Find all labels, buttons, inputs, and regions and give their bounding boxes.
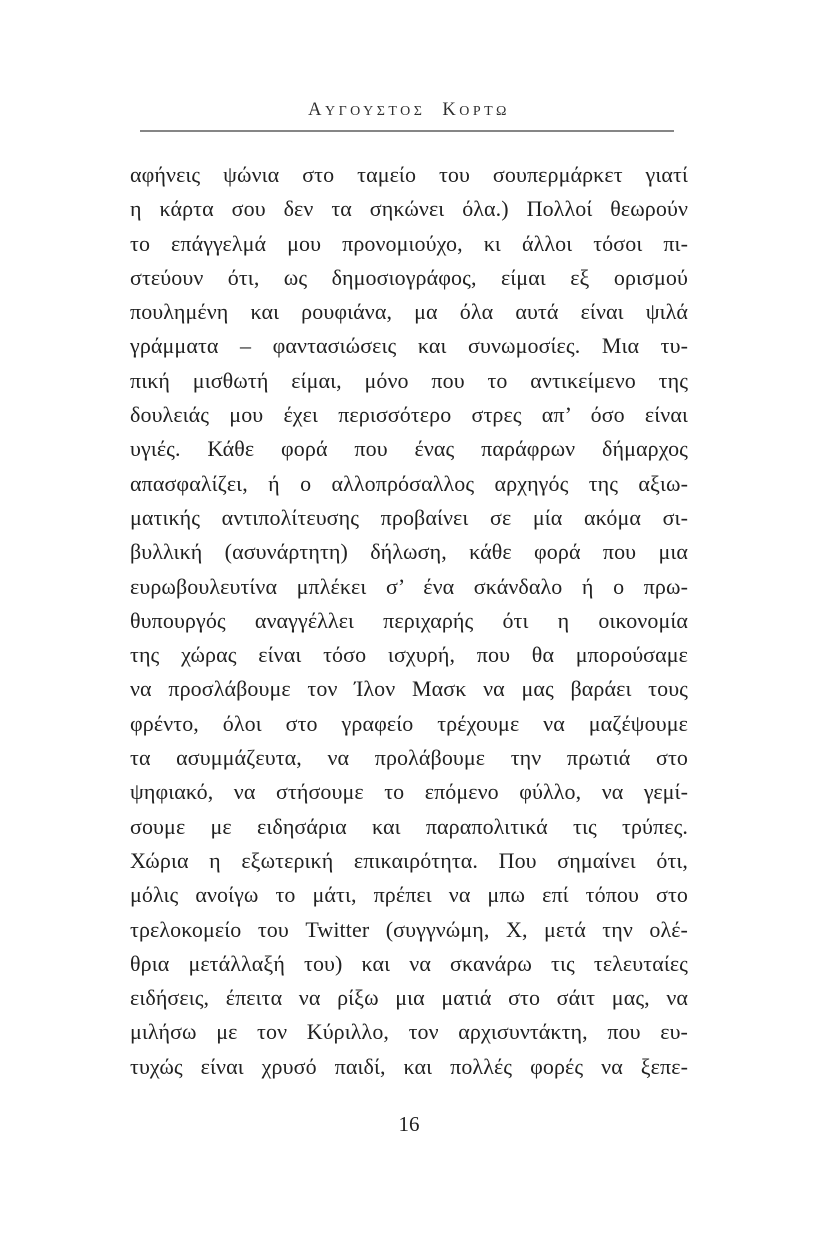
running-header: [130, 100, 688, 121]
text-line: θρια μετάλλαξή του) και να σκανάρω τις τελευταίες: [130, 950, 688, 976]
text-line: πική μισθωτή είμαι, μόνο που το αντικείμενο της: [130, 367, 688, 393]
text-line: αφήνεις ψώνια στο ταμείο του σουπερμάρκετ γιατί: [130, 162, 688, 187]
text-line: δουλειάς μου έχει περισσότερο στρες απ’ όσο είναι: [130, 402, 688, 428]
body-text: [130, 158, 688, 1084]
text-line: τρελοκομείο του Twitter (συγγνώμη, X, μετά την ολέ-: [130, 916, 688, 942]
text-line: να προσλάβουμε τον Ίλον Μασκ να μας βαράει τους: [130, 676, 688, 702]
text-line: φρέντο, όλοι στο γραφείο τρέχουμε να μαζέψουμε: [130, 710, 688, 736]
text-line: στεύουν ότι, ως δημοσιογράφος, είμαι εξ ορισμού: [130, 264, 688, 290]
text-line: υγιές. Κάθε φορά που ένας παράφρων δήμαρχος: [130, 436, 688, 462]
text-line: μιλήσω με τον Κύριλλο, τον αρχισυντάκτη, που ευ-: [130, 1019, 688, 1045]
text-line: βυλλική (ασυνάρτητη) δήλωση, κάθε φορά που μια: [130, 539, 688, 565]
text-line: σουμε με ειδησάρια και παραπολιτικά τις τρύπες.: [130, 813, 688, 839]
text-line: της χώρας είναι τόσο ισχυρή, που θα μπορούσαμε: [130, 642, 688, 668]
header-rule: [140, 130, 674, 132]
author-first-initial: Α: [308, 100, 325, 120]
author-last-initial: Κ: [442, 100, 460, 120]
text-line: θυπουργός αναγγέλλει περιχαρής ότι η οικονομία: [130, 607, 688, 633]
text-line: ειδήσεις, έπειτα να ρίξω μια ματιά στο σάιτ μας, να: [130, 985, 688, 1011]
text-line: γράμματα – φαντασιώσεις και συνωμοσίες. Μια τυ-: [130, 333, 688, 359]
text-line: μόλις ανοίγω το μάτι, πρέπει να μπω επί τόπου στο: [130, 882, 688, 908]
text-line: πουλημένη και ρουφιάνα, μα όλα αυτά είναι ψιλά: [130, 299, 688, 325]
author-first-rest: ΥΓΟΥΣΤΟΣ: [324, 104, 426, 119]
text-line: ματικής αντιπολίτευσης προβαίνει σε μία ακόμα σι-: [130, 504, 688, 530]
author-last-rest: ΟΡΤΩ: [459, 104, 510, 119]
text-line: τα ασυμμάζευτα, να προλάβουμε την πρωτιά στο: [130, 745, 688, 771]
text-line: ευρωβουλευτίνα μπλέκει σ’ ένα σκάνδαλο ή ο πρω-: [130, 573, 688, 599]
text-line: το επάγγελμά μου προνομιούχο, κι άλλοι τόσοι πι-: [130, 230, 688, 256]
author-name-last: [442, 100, 510, 120]
text-line: Χώρια η εξωτερική επικαιρότητα. Που σημαίνει ότι,: [130, 847, 688, 873]
text-line: ψηφιακό, να στήσουμε το επόμενο φύλλο, να γεμί-: [130, 779, 688, 805]
text-line: η κάρτα σου δεν τα σηκώνει όλα.) Πολλοί θεωρούν: [130, 196, 688, 222]
text-line: τυχώς είναι χρυσό παιδί, και πολλές φορές να ξεπε-: [130, 1053, 688, 1079]
page-number: 16: [398, 1112, 420, 1136]
text-line: απασφαλίζει, ή ο αλλοπρόσαλλος αρχηγός της αξιω-: [130, 470, 688, 496]
author-name-first: [308, 100, 426, 120]
